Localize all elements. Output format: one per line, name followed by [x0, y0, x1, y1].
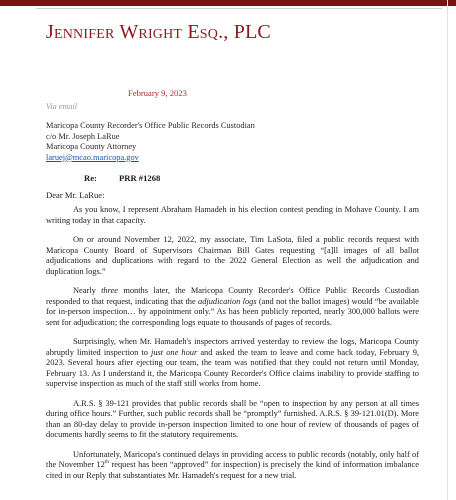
firm-name: Jennifer Wright Esq., PLC [46, 21, 271, 43]
recipient-line-2: c/o Mr. Joseph LaRue [46, 131, 120, 141]
recipient-line-3: Maricopa County Attorney [46, 142, 137, 151]
emphasis-one-hour: just one hour [151, 347, 198, 357]
delivery-method: Via email [46, 102, 77, 111]
paragraph-3: Nearly three months later, the Maricopa County Recorder's Office Public Records Custodian responded to that request, indicating that the adjudication logs (and not the ballot images) would “be available for in-person inspection… by appointment only.” As has been publicly reported, nearly 300,000 ballots were sent for adjudication; the corresponding logs equate to thousands of pages of records. [46, 286, 419, 327]
reference-label: Re: [84, 173, 97, 183]
emphasis-three: three [101, 286, 119, 295]
paragraph-5: A.R.S. § 39-121 provides that public records shall be “open to inspection by any person at all times during office hours.” Further, such public records shall be “promptly” furnished. A.R.S. § 39-121.01(D). More than an 80-day delay to provide in-person inspection limited to one hour of review of thousands of pages of documents hardly seems to fit the statutory requirements. [46, 398, 419, 439]
paragraph-4: Surprisingly, when Mr. Hamadeh's inspectors arrived yesterday to review the logs, Maricopa County abruptly limited inspection to just one hour and asked the team to leave and come back today, February 9, 2023. Several hours after ejecting our team, the team was notified that they could not return until Monday, February 13. As I understand it, the Maricopa County Recorder's Office claims inability to provide staffing to supervise inspection as much of the staff still works from home. [46, 337, 420, 388]
paragraph-2: On or around November 12, 2022, my associate, Tim LaSota, filed a public records request with Maricopa County Board of Supervisors Chairman Bill Gates requesting “[a]ll images of all ballot adjudications and duplications with regard to the 2022 General Election as well the adjudication and duplication logs.” [46, 235, 419, 276]
page-edge [447, 0, 448, 500]
letter-date: February 9, 2023 [128, 88, 187, 98]
reference-line [84, 173, 160, 183]
paragraph-1: As you know, I represent Abraham Hamadeh in his election contest pending in Mohave County. I am writing today in that capacity. [46, 205, 419, 225]
letter-body [46, 205, 419, 490]
emphasis-adjudication-logs: adjudication logs [198, 296, 257, 306]
reference-value: PRR #1268 [119, 173, 161, 183]
recipient-email-link[interactable]: laruej@mcao.maricopa.gov [46, 152, 139, 162]
letterhead-top-bar [0, 0, 456, 6]
letterhead-rule [36, 8, 442, 9]
recipient-line-1: Maricopa County Recorder's Office Public Records Custodian [46, 121, 255, 130]
paragraph-6: Unfortunately, Maricopa's continued delays in providing access to public records (notably, only half of the November 12th request has been “approved” for inspection) is precisely the kind of information imbalance cited in our Reply that substantiates Mr. Hamadeh's request for a new trial. [46, 449, 419, 480]
salutation: Dear Mr. LaRue: [46, 190, 105, 200]
recipient-address [46, 121, 255, 163]
